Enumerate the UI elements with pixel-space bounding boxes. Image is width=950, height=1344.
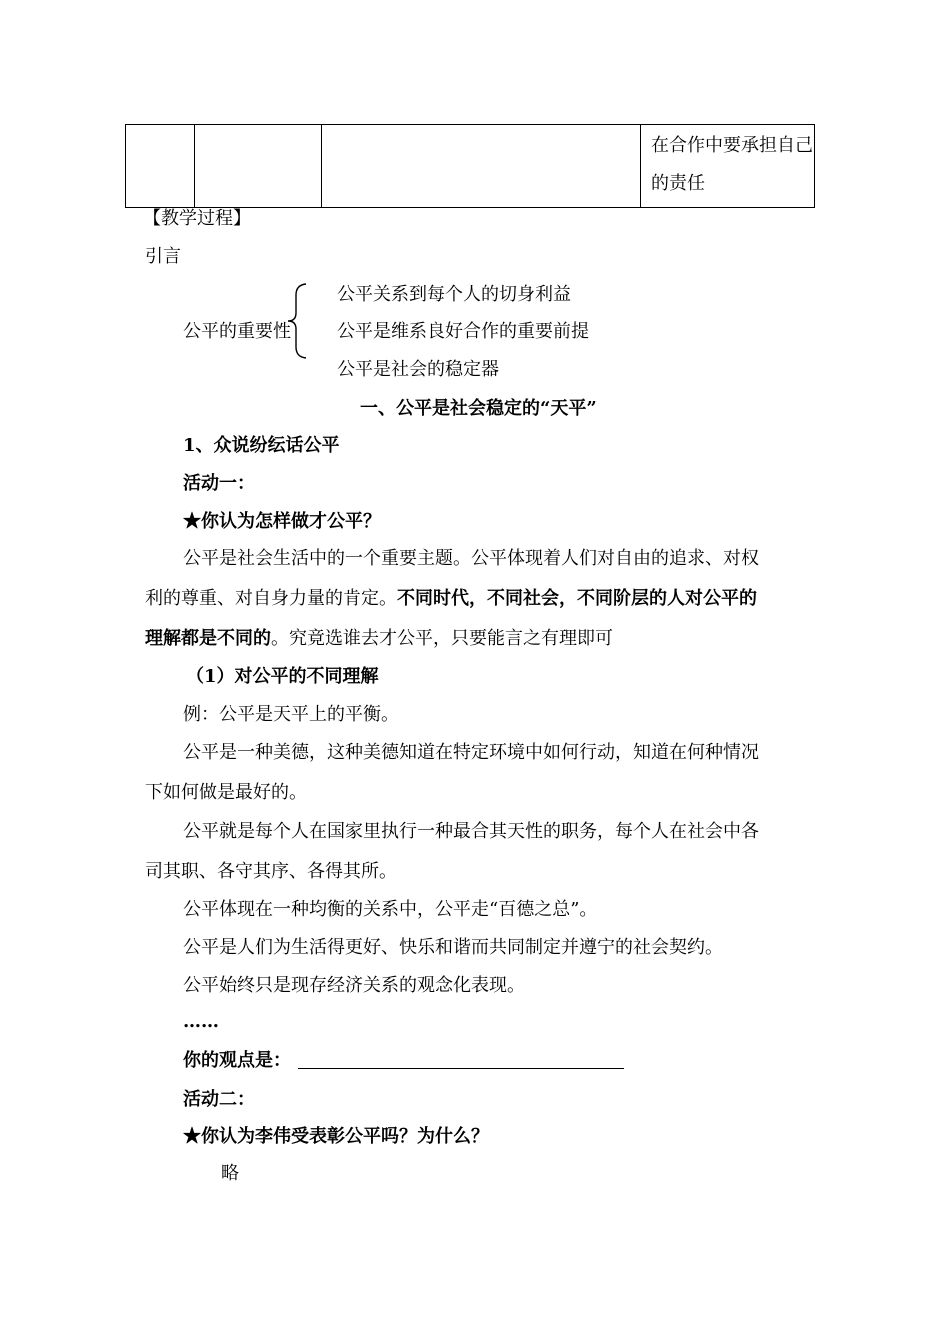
question-two: ★你认为李伟受表彰公平吗？为什么？ xyxy=(183,1126,489,1147)
paragraph-line: 下如何做是最好的。 xyxy=(145,782,307,803)
subsection-title: 1、众说纷纭话公平 xyxy=(183,435,340,456)
objectives-table xyxy=(125,124,815,208)
paragraph-line: 公平是人们为生活得更好、快乐和谐而共同制定并遵宁的社会契约。 xyxy=(183,937,723,958)
answer-text: 略 xyxy=(221,1163,239,1184)
paragraph-line: 公平就是每个人在国家里执行一种最合其天性的职务，每个人在社会中各 xyxy=(183,821,759,842)
table-cell xyxy=(641,125,815,208)
paragraph-line: 公平是社会生活中的一个重要主题。公平体现着人们对自由的追求、对权 xyxy=(183,548,759,569)
section-title: 一、公平是社会稳定的“天平” xyxy=(360,398,597,419)
table-cell xyxy=(126,125,195,208)
heading-teaching-process: 【教学过程】 xyxy=(143,208,251,229)
understanding-heading: （1）对公平的不同理解 xyxy=(186,666,379,687)
ellipsis: …… xyxy=(183,1011,219,1032)
paragraph-line: 公平始终只是现存经济关系的观念化表现。 xyxy=(183,975,525,996)
paragraph-line: 司其职、各守其序、各得其所。 xyxy=(145,861,397,882)
normal-text: 利的尊重、对自身力量的肯定。 xyxy=(145,588,397,609)
paragraph-line: 公平是一种美德，这种美德知道在特定环境中如何行动，知道在何种情况 xyxy=(183,742,759,763)
paragraph-line xyxy=(145,627,613,651)
activity-one-label: 活动一： xyxy=(183,473,255,494)
answer-blank-line xyxy=(298,1068,624,1069)
table-cell xyxy=(195,125,322,208)
table-cell-text: 在合作中要承担自己的责任 xyxy=(651,135,813,194)
activity-two-label: 活动二： xyxy=(183,1089,255,1110)
importance-item: 公平是维系良好合作的重要前提 xyxy=(337,321,589,342)
table-cell xyxy=(322,125,641,208)
question-one: ★你认为怎样做才公平？ xyxy=(183,511,381,532)
your-view-label: 你的观点是： xyxy=(183,1050,291,1071)
importance-item: 公平关系到每个人的切身利益 xyxy=(337,284,571,305)
normal-text: 。究竟选谁去才公平，只要能言之有理即可 xyxy=(271,628,613,649)
bold-text: 理解都是不同的 xyxy=(145,628,271,649)
importance-item: 公平是社会的稳定器 xyxy=(337,359,499,380)
left-brace-icon xyxy=(286,283,308,359)
paragraph-line: 公平体现在一种均衡的关系中，公平走“百德之总”。 xyxy=(183,899,598,920)
importance-label: 公平的重要性 xyxy=(183,321,291,342)
example-line: 例：公平是天平上的平衡。 xyxy=(183,704,399,725)
intro-label: 引言 xyxy=(145,246,181,267)
bold-text: 不同时代，不同社会，不同阶层的人对公平的 xyxy=(397,588,757,609)
paragraph-line xyxy=(145,587,757,611)
